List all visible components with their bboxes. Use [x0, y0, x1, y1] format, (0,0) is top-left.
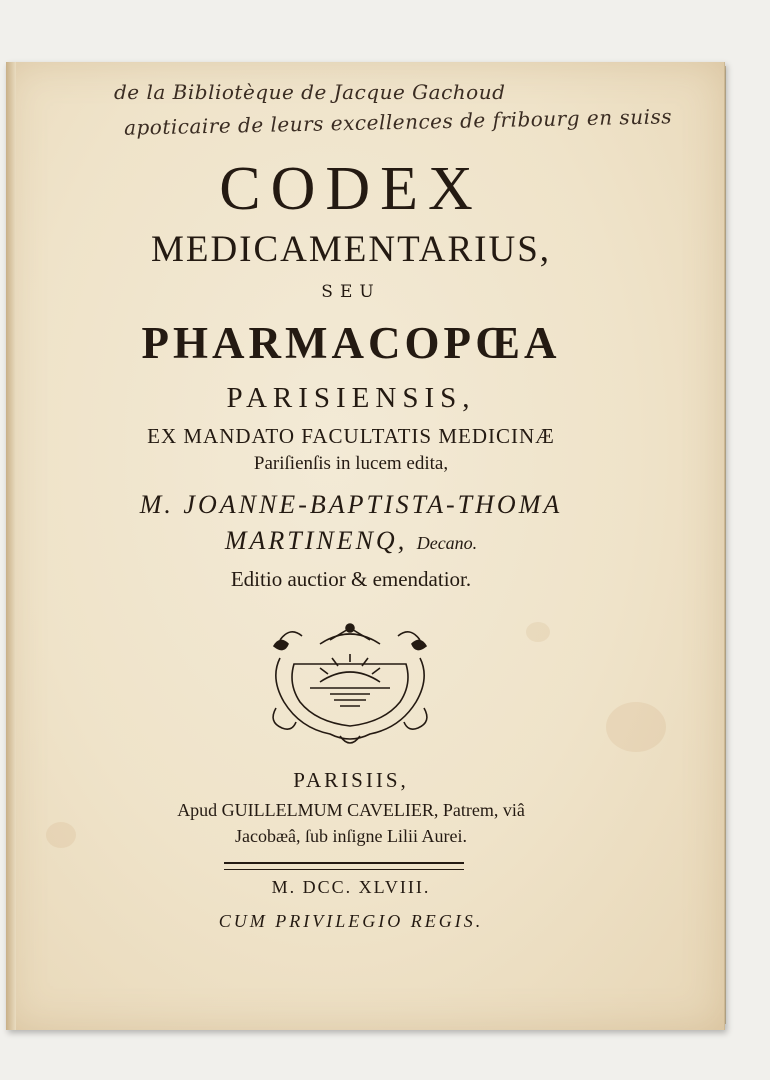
author-line-2: [6, 526, 696, 556]
imprint-address: Jacobæâ, ſub inſigne Lilii Aurei.: [235, 826, 467, 846]
foxing-stain: [526, 622, 550, 642]
title-codex: CODEX: [219, 155, 483, 223]
author-surname: MARTINENQ,: [224, 526, 408, 555]
printers-ornament-icon: [260, 618, 440, 754]
subtitle-in-lucem-edita: Pariſienſis in lucem edita,: [253, 453, 449, 474]
handwritten-inscription-line-2: apoticaire de leurs excellences de fribourg en suiss: [123, 104, 673, 140]
title-parisiensis: PARISIENSIS,: [226, 382, 476, 414]
title-pharmacopoea: PHARMACOPŒA: [141, 318, 561, 368]
title-seu: SEU: [321, 282, 381, 302]
edition-statement: Editio auctior & emendatior.: [230, 567, 472, 591]
handwritten-inscription-line-1: de la Bibliotèque de Jacque Gachoud: [114, 80, 506, 104]
imprint-date: M. DCC. XLVIII.: [271, 877, 431, 897]
author-line-1: M. JOANNE-BAPTISTA-THOMA: [139, 490, 563, 519]
double-rule-divider: [224, 862, 464, 870]
imprint-city: PARISIIS,: [293, 768, 409, 792]
imprint-privilege: CUM PRIVILEGIO REGIS.: [218, 911, 484, 931]
title-medicamentarius: MEDICAMENTARIUS,: [150, 229, 552, 270]
author-title-decano: Decano.: [416, 533, 478, 553]
title-page: [6, 62, 725, 1030]
subtitle-ex-mandato: EX MANDATO FACULTATIS MEDICINÆ: [147, 424, 555, 448]
imprint-publisher: Apud GUILLELMUM CAVELIER, Patrem, viâ: [177, 800, 525, 820]
foxing-stain: [606, 702, 666, 752]
